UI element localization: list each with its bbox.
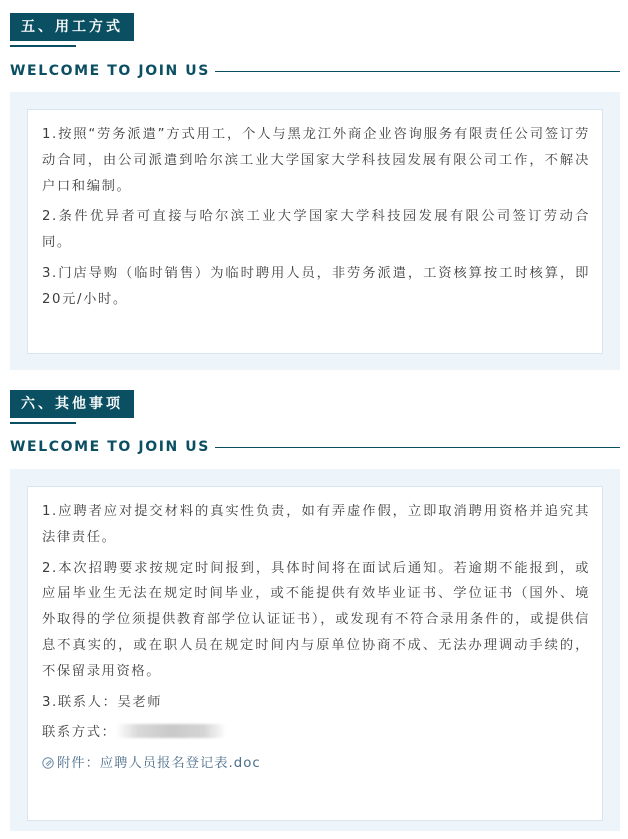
section-five-content-box [27, 109, 603, 354]
section-six-panel [10, 469, 620, 831]
section-six-welcome-divider [215, 447, 620, 448]
section-six-contact-method [42, 720, 590, 746]
section-six-contact-person: 3.联系人：吴老师 [42, 694, 163, 710]
section-six-underline [10, 422, 76, 424]
redacted-phone-number [116, 724, 226, 738]
paperclip-icon [42, 753, 54, 779]
attachment-link[interactable] [42, 751, 590, 779]
section-five-header: 五、用工方式 [10, 13, 134, 41]
section-five-welcome-divider [215, 71, 620, 72]
section-five-panel [10, 92, 620, 370]
attachment-label[interactable]: 附件：应聘人员报名登记表.doc [57, 756, 261, 772]
section-five-paragraph-1: 1.按照“劳务派遣”方式用工，个人与黑龙江外商企业咨询服务有限责任公司签订劳动合同，由公司派遣到哈尔滨工业大学国家大学科技园发展有限公司工作，不解决户口和编制。 [42, 127, 590, 194]
section-five-underline [10, 45, 76, 47]
section-six-welcome-text: WELCOME TO JOIN US [10, 439, 210, 455]
section-six-content-box [27, 486, 603, 821]
section-six-header: 六、其他事项 [10, 390, 134, 418]
section-five-paragraph-2: 2.条件优异者可直接与哈尔滨工业大学国家大学科技园发展有限公司签订劳动合同。 [42, 209, 590, 251]
contact-method-label: 联系方式： [42, 725, 117, 741]
section-six-paragraph-1: 1.应聘者应对提交材料的真实性负责，如有弄虚作假，立即取消聘用资格并追究其法律责任。 [42, 504, 590, 545]
section-five-welcome-text: WELCOME TO JOIN US [10, 63, 210, 79]
section-six-paragraph-2: 2.本次招聘要求按规定时间报到，具体时间将在面试后通知。若逾期不能报到，或应届毕业生无法在规定时间毕业，或不能提供有效毕业证书、学位证书（国外、境外取得的学位须提供教育部学位认证证书），或发现有不符合录用条件的，或提供信息不真实的，或在职人员在规定时间内与原单位协商不成、无法办理调动手续的，不保留录用资格。 [42, 560, 590, 679]
section-five-welcome-row [10, 61, 620, 81]
section-six-welcome-row [10, 437, 620, 457]
section-five-paragraph-3: 3.门店导购（临时销售）为临时聘用人员，非劳务派遣，工资核算按工时核算，即20元/小时。 [42, 265, 590, 307]
